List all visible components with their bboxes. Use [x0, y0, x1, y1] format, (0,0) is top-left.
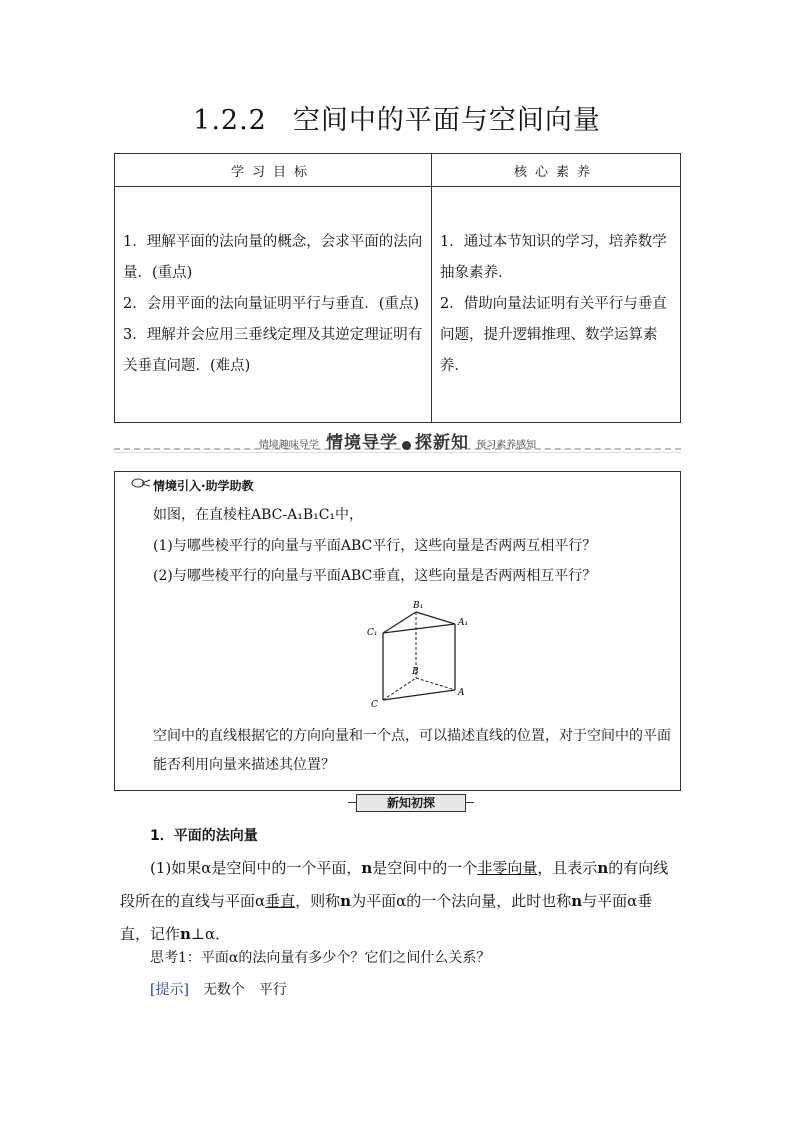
literacy-item: 2．借助向量法证明有关平行与垂直问题，提升逻辑推理、数学运算素养．	[440, 296, 667, 374]
literacy-item: 1．通过本节知识的学习，培养数学抽象素养．	[440, 234, 667, 281]
goals-header: 学习目标	[115, 154, 432, 187]
question-1: (1)与哪些棱平行的向量与平面ABC平行，这些向量是否两两互相平行？	[153, 538, 597, 554]
goal-item: 1．理解平面的法向量的概念，会求平面的法向量．(重点)	[123, 234, 423, 281]
vector-n: n	[571, 892, 583, 910]
vector-n: n	[597, 859, 609, 877]
label-b1: B₁	[413, 601, 424, 611]
banner-left: 情境趣味导学	[258, 440, 319, 451]
goals-cell	[115, 187, 432, 423]
question-2: (2)与哪些棱平行的向量与平面ABC垂直，这些向量是否两两相互平行？	[153, 568, 597, 584]
goal-item: 2．会用平面的法向量证明平行与垂直．(重点)	[123, 296, 420, 312]
section-heading: 1．平面的法向量	[150, 828, 258, 844]
vector-n: n	[340, 892, 352, 910]
banner-dot-icon	[402, 441, 411, 450]
intro-box	[114, 471, 681, 791]
hint-text: 无数个 平行	[202, 982, 287, 998]
banner-main-2: 探新知	[415, 433, 469, 453]
think-question: 思考1：平面α的法向量有多少个？它们之间什么关系？	[150, 950, 491, 966]
goal-item: 3．理解并会应用三垂线定理及其逆定理证明有关垂直问题．(难点)	[123, 327, 423, 374]
literacy-cell	[432, 187, 681, 423]
new-knowledge-tag: 新知初探	[356, 794, 466, 812]
section-banner	[114, 426, 681, 456]
label-c: C	[371, 700, 378, 708]
text-run: 与平面α垂直，记作	[120, 892, 653, 943]
text-run: ，且表示	[537, 859, 598, 877]
label-c1: C₁	[367, 628, 378, 638]
hint-line	[150, 979, 710, 999]
definition-paragraph	[120, 852, 680, 951]
text-run: 为平面α的一个法向量，此时也称	[351, 892, 572, 910]
vector-n: n	[361, 859, 373, 877]
section-number: 1.2.2	[193, 105, 267, 136]
text-run: 是空间中的一个	[372, 859, 478, 877]
page-title	[0, 98, 794, 137]
literacy-header: 核心素养	[432, 154, 681, 187]
goals-table	[114, 153, 681, 423]
label-a: A	[458, 688, 465, 698]
text-run: ，则称	[295, 892, 341, 910]
intro-heading: 情境引入·助学助教	[153, 479, 254, 493]
title-text: 空间中的平面与空间向量	[292, 105, 601, 136]
intro-closing: 空间中的直线根据它的方向向量和一个点，可以描述直线的位置，对于空间中的平面能否利用向量来描述其位置？	[153, 728, 671, 773]
label-b: B	[412, 667, 419, 677]
vector-n: n	[180, 925, 191, 943]
text-run: (1)如果α是空间中的一个平面，	[150, 859, 362, 877]
answer-blank: 垂直	[265, 892, 296, 910]
text-run: 的有向线段所在的直线与平面α	[120, 859, 669, 910]
answer-blank: 非零向量	[477, 859, 538, 877]
label-a1: A₁	[458, 618, 469, 628]
prism-diagram	[359, 598, 479, 708]
banner-main-1: 情境导学	[326, 433, 398, 453]
banner-right: 预习素养感知	[476, 440, 537, 451]
intro-line: 如图，在直棱柱ABC-A₁B₁C₁中，	[153, 507, 364, 523]
text-run: ⊥α．	[190, 925, 231, 943]
intro-icon	[131, 478, 151, 488]
hint-label: [提示]	[150, 982, 189, 998]
